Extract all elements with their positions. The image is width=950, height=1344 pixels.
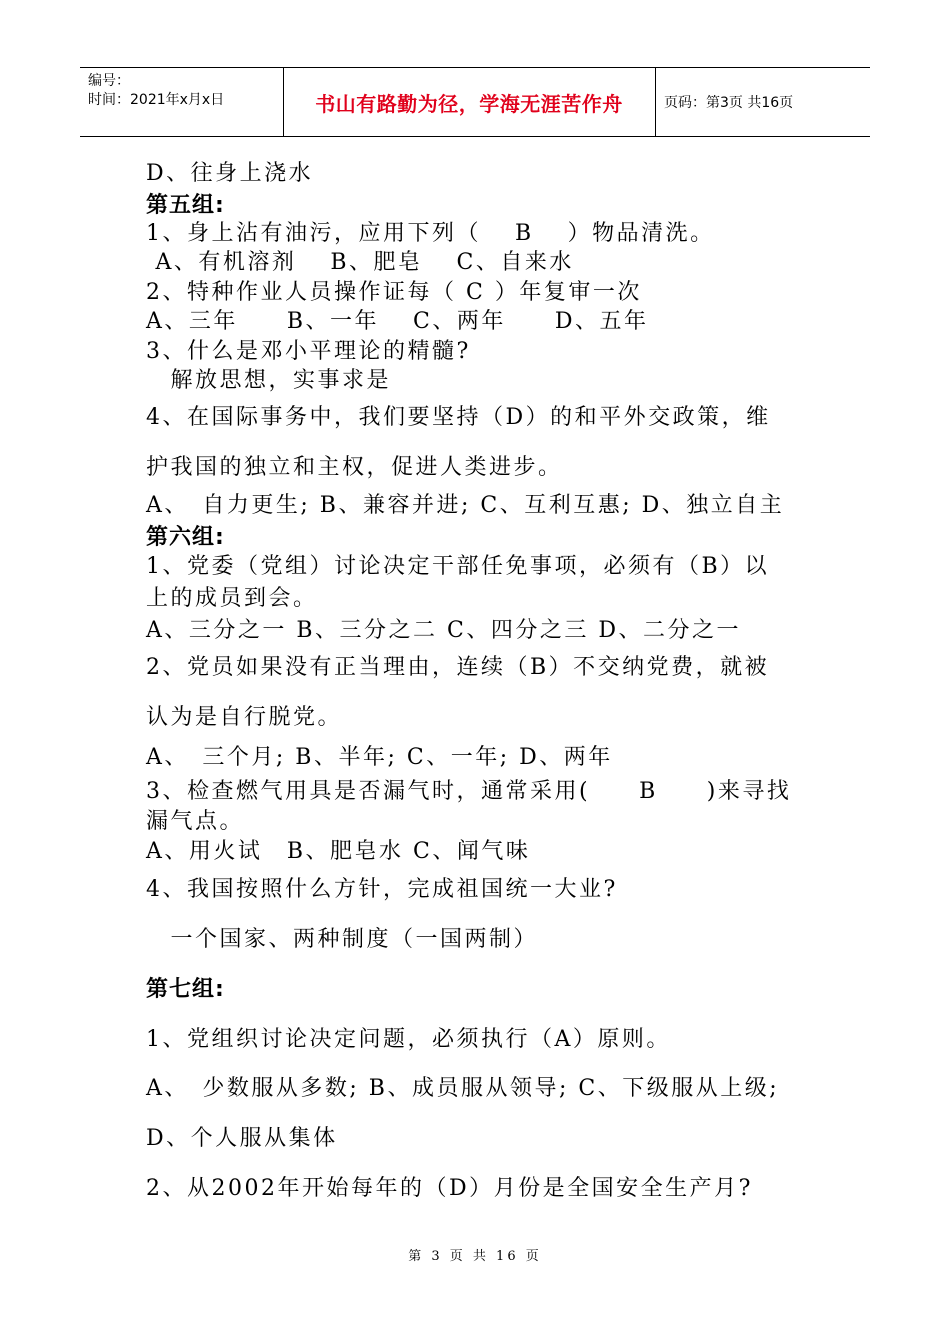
text-line: 2、从2002年开始每年的（D）月份是全国安全生产月? — [146, 1176, 753, 1201]
text-line: 解放思想，实事求是 — [146, 368, 392, 393]
text-line: 1、党委（党组）讨论决定干部任免事项，必须有（B）以 — [146, 554, 770, 579]
header-page-info: 页码：第3页 共16页 — [664, 95, 794, 111]
text-line: 认为是自行脱党。 — [146, 705, 343, 730]
text-line: 一个国家、两种制度（一国两制） — [146, 927, 539, 952]
header-time-label: 时间：2021年x月x日 — [88, 92, 225, 108]
text-line: 上的成员到会。 — [146, 586, 318, 611]
text-line: D、往身上浇水 — [146, 161, 314, 186]
text-line: 4、我国按照什么方针，完成祖国统一大业? — [146, 877, 618, 902]
header-number-label: 编号： — [88, 73, 130, 89]
text-line: 3、什么是邓小平理论的精髓? — [146, 339, 471, 364]
page-footer: 第 3 页 共 16 页 — [408, 1249, 542, 1264]
header-left-info — [88, 72, 224, 110]
text-line: A、 三个月; B、半年; C、一年; D、两年 — [146, 745, 613, 770]
section-heading: 第七组: — [146, 977, 225, 1002]
section-heading: 第五组: — [146, 193, 225, 218]
text-line: 2、特种作业人员操作证每（ C ）年复审一次 — [146, 280, 642, 305]
text-line: A、有机溶剂 B、肥皂 C、自来水 — [146, 250, 574, 275]
text-line: 护我国的独立和主权，促进人类进步。 — [146, 455, 563, 480]
text-line: 3、检查燃气用具是否漏气时，通常采用( B )来寻找 — [146, 779, 792, 804]
text-line: 4、在国际事务中，我们要坚持（D）的和平外交政策，维 — [146, 405, 771, 430]
text-line: A、三分之一 B、三分之二 C、四分之三 D、二分之一 — [146, 618, 742, 643]
section-heading: 第六组: — [146, 525, 225, 550]
text-line: A、用火试 B、肥皂水 C、闻气味 — [146, 839, 531, 864]
header-divider-right — [655, 68, 656, 136]
text-line: 2、党员如果没有正当理由，连续（B）不交纳党费，就被 — [146, 655, 770, 680]
text-line: A、三年 B、一年 C、两年 D、五年 — [146, 309, 649, 334]
text-line: A、 自力更生; B、兼容并进; C、互利互惠; D、独立自主 — [146, 493, 785, 518]
text-line: 1、身上沾有油污，应用下列（ B ）物品清洗。 — [146, 221, 715, 246]
text-line: A、 少数服从多数; B、成员服从领导; C、下级服从上级; — [146, 1076, 780, 1101]
text-line: D、个人服从集体 — [146, 1126, 338, 1151]
page-header — [80, 67, 870, 137]
text-line: 漏气点。 — [146, 809, 245, 834]
header-motto: 书山有路勤为径，学海无涯苦作舟 — [315, 91, 623, 116]
text-line: 1、党组织讨论决定问题，必须执行（A）原则。 — [146, 1027, 671, 1052]
